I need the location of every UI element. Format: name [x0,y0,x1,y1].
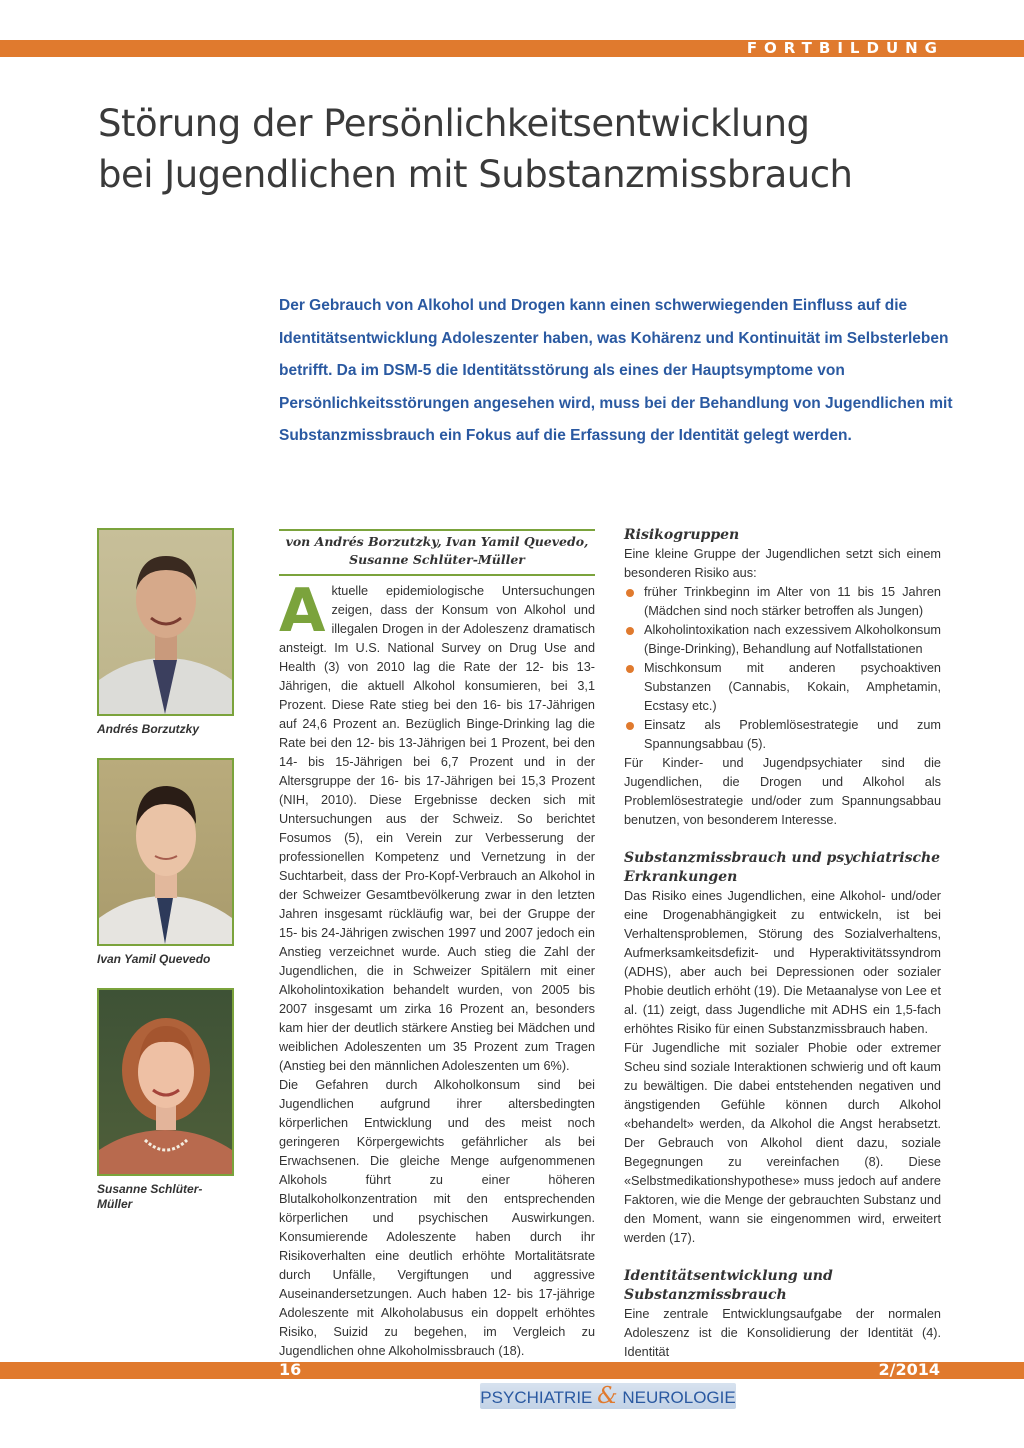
portrait-man-2-icon [99,760,232,944]
section-label: FORTBILDUNG [746,39,944,57]
erkrankungen-paragraph-1: Das Risiko eines Jugendlichen, eine Alkohol- und/oder eine Drogenabhängigkeit zu entwickeln, ist bei Verhaltensproblemen, Störung des Sozialverhaltens, Aufmerksamkeitsdefizit- und Hyperaktivitätssyndrom (ADHS), aber auch bei Depressionen oder sozialer Phobie deutlich erhöht (19). Die Metaanalyse von Lee et al. (11) zeigt, dass Jugendliche mit ADHS ein 1,5-fach erhöhtes Risiko für einen Substanzmissbrauch haben. [624,889,941,1036]
caption-quevedo: Ivan Yamil Quevedo [97,952,211,966]
subheading-identitaetsentwicklung: Identitätsentwicklung und Substanzmissbrauch [624,1268,833,1303]
author-photo-quevedo [97,758,234,946]
body-column-2 [624,526,941,1362]
risikogruppen-intro: Eine kleine Gruppe der Jugendlichen setzt sich einem besonderen Risiko aus: [624,547,941,580]
spacer [624,1248,941,1267]
identitaet-paragraph: Eine zentrale Entwicklungsaufgabe der normalen Adoleszenz ist die Konsolidierung der Identität (4). Identität [624,1307,941,1359]
journal-logo [480,1383,736,1409]
portrait-woman-icon [99,990,232,1174]
list-item: Einsatz als Problemlösestrategie und zum Spannungsabbau (5). [624,716,941,754]
byline [279,533,595,569]
list-item: früher Trinkbeginn im Alter von 11 bis 15 Jahren (Mädchen sind noch stärker betroffen als Jungen) [624,583,941,621]
author-photo-schlueter-mueller [97,988,234,1176]
risikogruppen-paragraph: Für Kinder- und Jugendpsychiater sind die Jugendlichen, die Drogen und Alkohol als Problemlösestrategie und/oder zum Spannungsabbau benutzen, von besonderem Interesse. [624,756,941,827]
author-photo-borzutzky [97,528,234,716]
issue-number: 2/2014 [878,1360,940,1379]
body-paragraph-1 [279,576,595,1076]
page-number: 16 [279,1360,302,1379]
caption-schlueter-mueller: Susanne Schlüter-Müller [97,1182,203,1211]
spacer [624,830,941,849]
caption-borzutzky: Andrés Borzutzky [97,722,200,736]
dropcap: A [279,576,326,646]
body-column-1 [279,576,595,1361]
erkrankungen-paragraph-2: Für Jugendliche mit sozialer Phobie oder extremer Scheu sind soziale Interaktionen schwierig und oft kaum zu bewältigen. Die dabei entstehenden negativen und ängstigenden Gefühle können durch Alkohol «behandelt» werden, da Alkohol die Angst herabsetzt. Der Gebrauch von Alkohol dient dazu, soziale Begegnungen zu vereinfachen (8). Diese «Selbstmedikationshypothese» muss jedoch auf andere Faktoren, wie die Menge der gebrauchten Substanz und den Moment, wann sie eingenommen wird, erweitert werden (17). [624,1041,941,1245]
byline-rule-bottom [279,574,595,576]
journal-name-part-2: NEUROLOGIE [622,1388,736,1407]
lead-paragraph: Der Gebrauch von Alkohol und Drogen kann einen schwerwiegenden Einfluss auf die Identitätsentwicklung Adoleszenter haben, was Kohärenz und Kontinuität im Selbsterleben betrifft. Da im DSM-5 die Identitätsstörung als eines der Hauptsymptome von Persönlichkeitsstörungen angesehen wird, muss bei der Behandlung von Jugendlichen mit Substanzmissbrauch ein Fokus auf die Erfassung der Identität gelegt werden. [279,297,953,444]
subheading-risikogruppen: Risikogruppen [624,527,740,543]
body-paragraph-1-text: ktuelle epidemiologische Untersuchungen zeigen, dass der Konsum von Alkohol und illegalen Drogen in der Adoleszenz dramatisch ansteigt. Im U.S. National Survey on Drug Use and Health (3) von 2010 lag die Rate der 12- bis 13-Jährigen, die aktuell Alkohol konsumieren, bei 3,1 Prozent. Diese Rate stieg bei den 16- bis 17-Jährigen auf 24,6 Prozent an. Bezüglich Binge-Drinking lag die Rate bei den 12- bis 13-Jährigen bei 1 Prozent, bei den 14- bis 15-Jährigen bei 6,7 Prozent und in der Altersgruppe der 16- bis 17-Jährigen bei 15,3 Prozent (NIH, 2010). Diese Ergebnisse decken sich mit Untersuchungen aus der Schweiz. So berichtet Fosumos (5), ein Verein zur Verbesserung der professionellen Kompetenz und Vernetzung in der Suchtarbeit, dass der Pro-Kopf-Verbrauch an Alkohol in der Schweizer Gesamtbevölkerung zwar in den letzten Jahren insgesamt rückläufig war, bei der Gruppe der 15- bis 24-Jährigen zwischen 1997 und 2007 jedoch ein Anstieg verzeichnet wurde. Auch stieg die Zahl der Jugendlichen, die in Schweizer Spitälern mit einer Alkoholintoxikation behandelt wurden, von 2005 bis 2007 insgesamt um zirka 16 Prozent an, besonders kam hier der deutlich stärkere Anstieg bei Mädchen und weiblichen Adoleszenten um 35 Prozent zum Tragen (Anstieg bei den männlichen Adoleszenten um 6%). [279,584,595,1073]
list-item: Mischkonsum mit anderen psychoaktiven Substanzen (Cannabis, Kokain, Amphetamin, Ecstasy etc.) [624,659,941,716]
body-paragraph-2: Die Gefahren durch Alkoholkonsum sind bei Jugendlichen aufgrund ihrer altersbedingten körperlichen Entwicklung und des meist noch geringeren Körpergewichts gefährlicher als bei Erwachsenen. Die gleiche Menge aufgenommenen Alkohols führt zu einer höheren Blutalkoholkonzentration mit den entsprechenden körperlichen und psychischen Auswirkungen. Konsumierende Adoleszente haben durch ihr Risikoverhalten eine deutlich erhöhte Mortalitätsrate durch Unfälle, Vergiftungen und aggressive Auseinandersetzungen. Auch haben 12- bis 17-jährige Adoleszente mit Alkoholabusus ein doppelt erhöhtes Risiko, Suizid zu begehen, im Vergleich zu Jugendlichen ohne Alkoholmissbrauch (18). [279,1078,595,1358]
byline-line-1: von Andrés Borzutzky, Ivan Yamil Quevedo, [285,534,589,549]
journal-ampersand: & [597,1383,618,1409]
footer-bar [0,1362,1024,1379]
portrait-man-1-icon [99,530,232,714]
byline-line-2: Susanne Schlüter-Müller [349,552,525,567]
list-item: Alkoholintoxikation nach exzessivem Alkoholkonsum (Binge-Drinking), Behandlung auf Notfallstationen [624,621,941,659]
subheading-psychiatrische-erkrankungen: Substanzmissbrauch und psychiatrische Erkrankungen [624,850,941,885]
journal-name-part-1: PSYCHIATRIE [480,1388,593,1407]
title-line-1: Störung der Persönlichkeitsentwicklung [98,102,810,145]
risk-list [624,583,941,754]
article-title [98,98,853,200]
byline-rule-top [279,529,595,531]
title-line-2: bei Jugendlichen mit Substanzmissbrauch [98,153,853,196]
